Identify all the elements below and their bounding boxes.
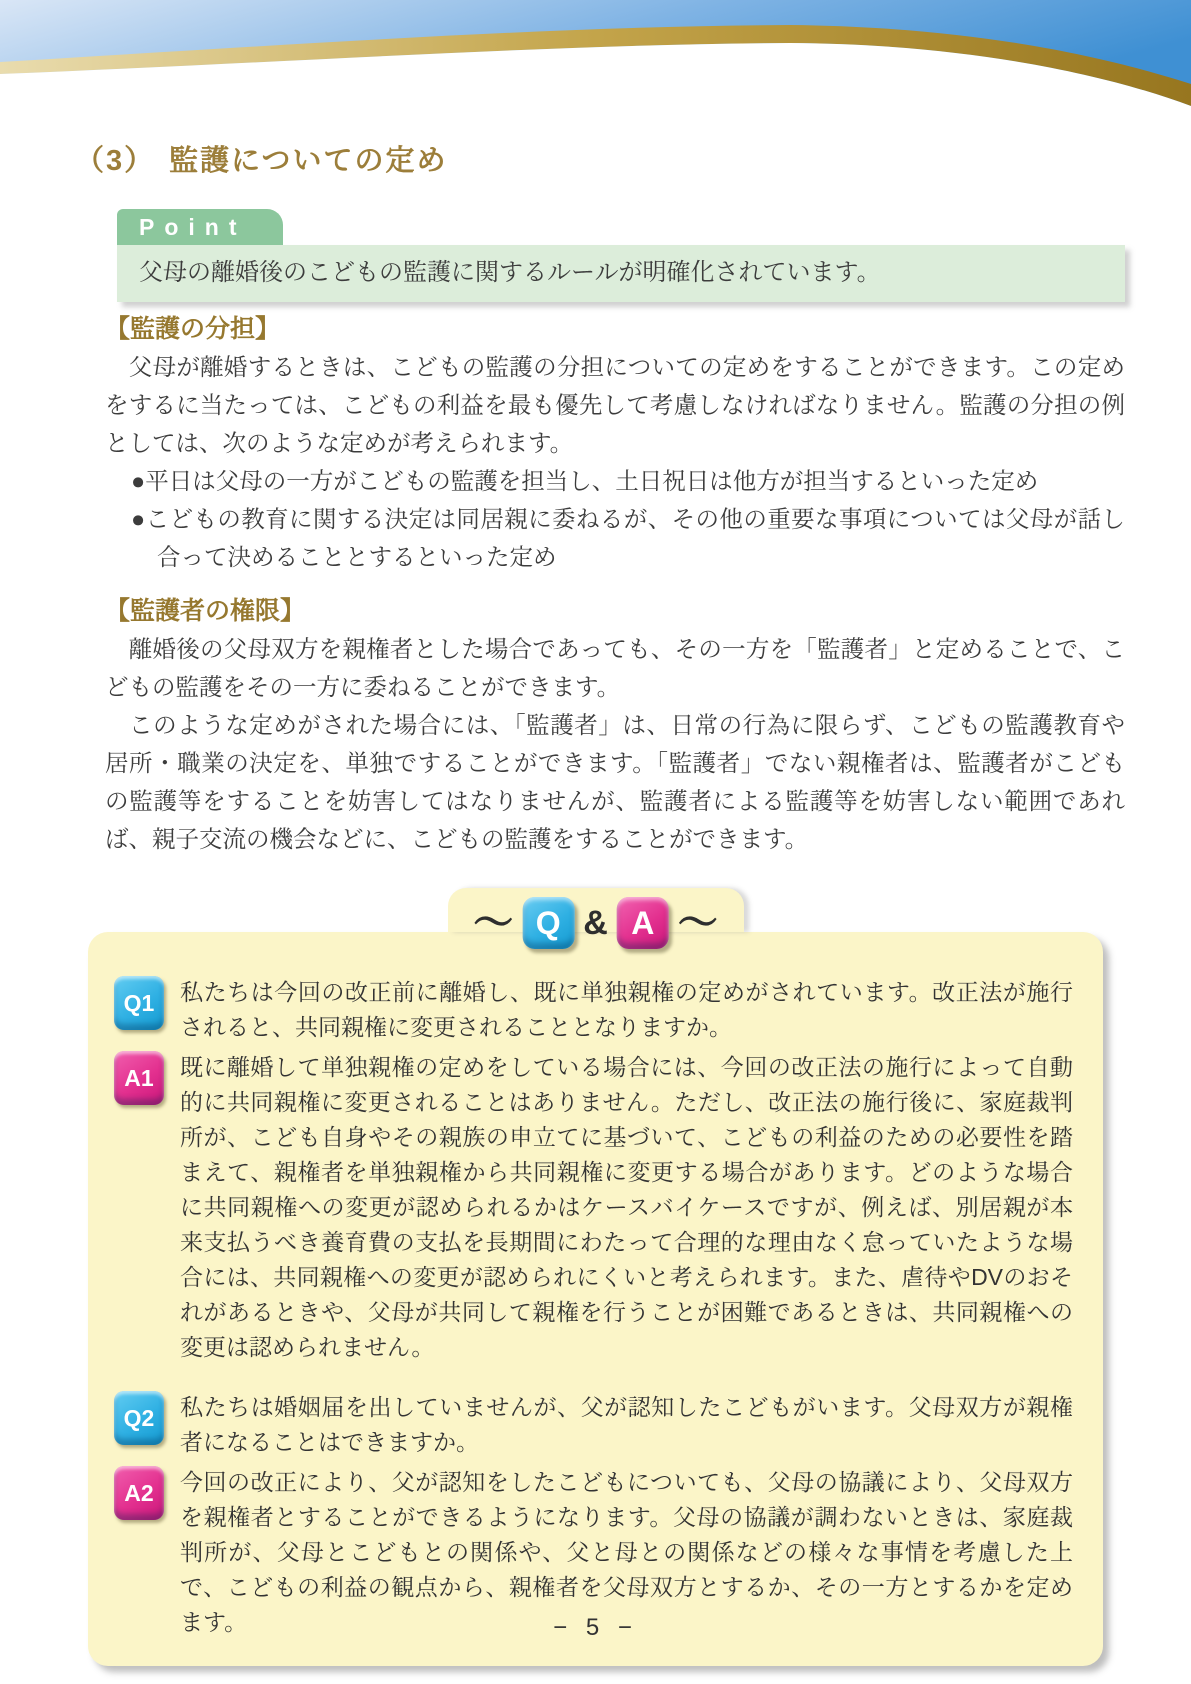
section-heading: 【監護者の権限】 [105,597,306,625]
section-paragraph: 父母が離婚するときは、こどもの監護の分担についての定めをすることができます。この定めをするに当たっては、こどもの利益を最も優先して考慮しなければなりません。監護の分担の例としては、次のような定めが考えられます。 [105,354,1125,456]
section-custody-sharing [105,314,1125,576]
q1-text: 私たちは今回の改正前に離婚し、既に単独親権の定めがされています。改正法が施行されると、共同親権に変更されることとなりますか。 [180,979,1073,1040]
q-keycap-icon: Q [522,897,574,949]
section-heading: 【監護の分担】 [105,315,281,343]
section-paragraph: このような定めがされた場合には、「監護者」は、日常の行為に限らず、こどもの監護教育や居所・職業の決定を、単独ですることができます。「監護者」でない親権者は、監護者がこどもの監護等をすることを妨害してはなりませんが、監護者による監護等を妨害しない範囲であれば、親子交流の機会などに、こどもの監護をすることができます。 [105,712,1125,852]
bullet-item: ●こどもの教育に関する決定は同居親に委ねるが、その他の重要な事項については父母が話し合って決めることとするといった定め [131,506,1125,570]
bullet-item: ●平日は父母の一方がこどもの監護を担当し、土日祝日は他方が担当するといった定め [131,468,1039,494]
section-custodian-authority [105,596,1125,858]
q1-badge-icon: Q1 [114,976,164,1030]
qa-header [0,888,1191,945]
page-title [75,138,1191,179]
qa-tab-title [473,897,718,949]
ampersand: & [583,904,608,942]
a-keycap-icon: A [617,897,669,949]
header-wave-svg [0,0,1191,112]
qa-box [88,932,1103,1666]
qa-item-q2 [114,1389,1073,1460]
point-box [117,245,1125,302]
point-tab-label: Point [117,209,283,245]
a2-text: 今回の改正により、父が認知をしたこどもについても、父母の協議により、父母双方を親権者とすることができるようになります。父母の協議が調わないときは、家庭裁判所が、父母とこどもとの関係や、父と母との関係などの様々な事情を考慮した上で、こどもの利益の観点から、親権者を父母双方とするか、その一方とするかを定めます。 [180,1469,1073,1635]
qa-item-q1 [114,974,1073,1045]
point-text: 父母の離婚後のこどもの監護に関するルールが明確化されています。 [139,259,881,286]
section-paragraph: 離婚後の父母双方を親権者とした場合であっても、その一方を「監護者」と定めることで、こどもの監護をその一方に委ねることができます。 [105,636,1125,700]
a2-badge-icon: A2 [114,1466,164,1520]
q2-badge-icon: Q2 [114,1391,164,1445]
page-number: − 5 − [553,1614,638,1641]
page-title-text: 監護についての定め [169,145,448,177]
q2-text: 私たちは婚姻届を出していませんが、父が認知したこどもがいます。父母双方が親権者になることはできますか。 [180,1394,1073,1455]
qa-item-a1 [114,1049,1073,1365]
bullet-list [105,462,1125,576]
qa-block [0,888,1191,1666]
page-title-number: （3） [75,145,156,177]
point-block [117,209,1125,302]
a1-text: 既に離婚して単独親権の定めをしている場合には、今回の改正法の施行によって自動的に共同親権に変更されることはありません。ただし、改正法の施行後に、家庭裁判所が、こども自身やその親族の申立てに基づいて、こどもの利益のための必要性を踏まえて、親権者を単独親権から共同親権に変更する場合があります。どのような場合に共同親権への変更が認められるかはケースバイケースですが、例えば、別居親が本来支払うべき養育費の支払を長期間にわたって合理的な理由なく怠っていたような場合には、共同親権への変更が認められにくいと考えられます。また、虐待やDVのおそれがあるときや、父母が共同して親権を行うことが困難であるときは、共同親権への変更は認められません。 [180,1054,1073,1360]
header-wave-graphic [0,0,1191,112]
a1-badge-icon: A1 [114,1051,164,1105]
tilde-right: 〜 [677,901,718,945]
tilde-left: 〜 [473,901,514,945]
